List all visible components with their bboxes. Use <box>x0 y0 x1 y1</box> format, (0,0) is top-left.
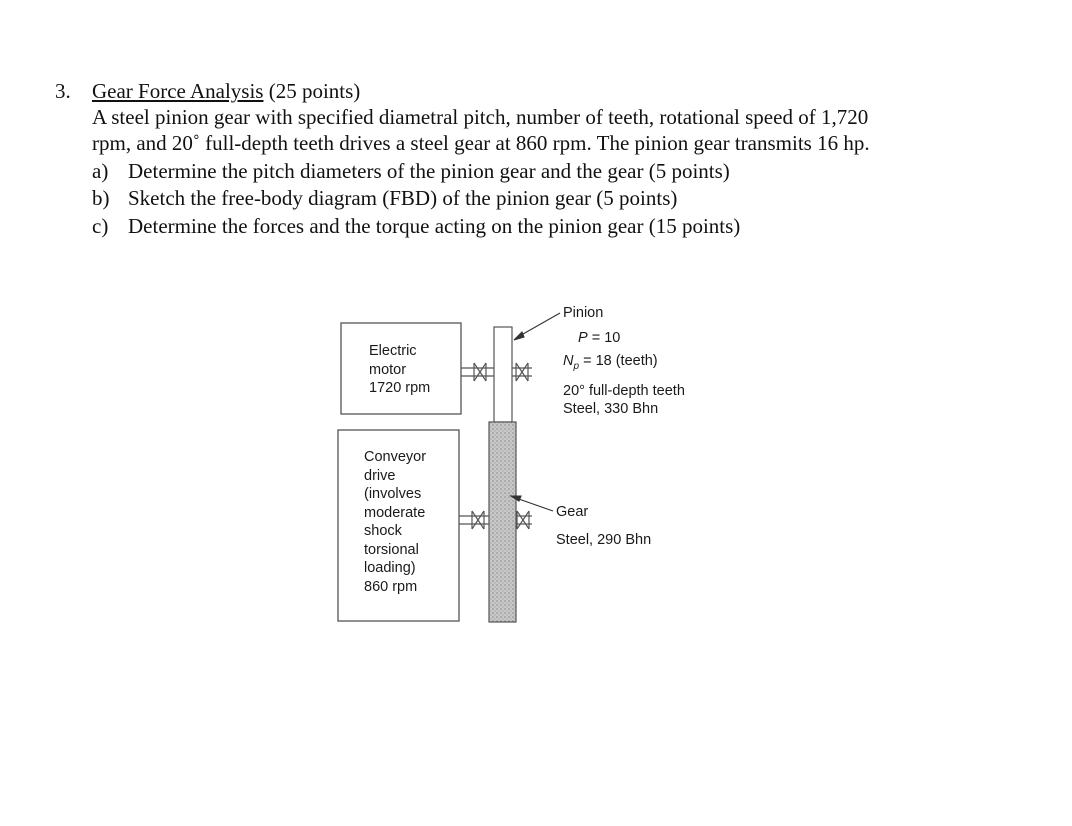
leader-lines <box>511 313 560 511</box>
gear-body <box>489 422 516 622</box>
gear-material: Steel, 290 Bhn <box>556 532 652 548</box>
statement-line-1: A steel pinion gear with specified diametral pitch, number of teeth, rotational speed of 1,720 <box>92 105 869 129</box>
pitch-symbol: P <box>578 330 588 346</box>
problem-points: (25 points) <box>268 79 361 103</box>
conveyor-line: moderate <box>364 504 426 521</box>
part-text: Determine the pitch diameters of the pinion gear and the gear (5 points) <box>128 159 730 183</box>
pinion-label: Pinion <box>563 305 604 321</box>
conveyor-label <box>364 448 426 596</box>
pitch-value: = 10 <box>591 330 621 346</box>
part-label: c) <box>92 214 109 238</box>
motor-speed: 1720 rpm <box>369 380 431 396</box>
problem-number: 3. <box>55 79 71 103</box>
conveyor-speed: 860 rpm <box>364 578 418 595</box>
part-label: a) <box>92 159 109 183</box>
pinion-material: Steel, 330 Bhn <box>563 401 659 417</box>
conveyor-line: shock <box>364 523 402 539</box>
part-text: Determine the forces and the torque acting on the pinion gear (15 points) <box>128 214 741 238</box>
conveyor-line: drive <box>364 467 396 484</box>
conveyor-line: Conveyor <box>364 449 427 465</box>
conveyor-line: loading) <box>364 560 416 576</box>
part-text: Sketch the free-body diagram (FBD) of the pinion gear (5 points) <box>128 186 678 210</box>
pinion-teeth <box>563 352 658 376</box>
motor-label <box>369 342 430 398</box>
teeth-value: = 18 (teeth) <box>583 353 658 369</box>
conveyor-line: (involves <box>364 486 422 502</box>
gear-label: Gear <box>556 504 589 520</box>
motor-line: motor <box>369 361 407 378</box>
pinion-pitch <box>578 329 620 347</box>
pinion-tooth-form: 20° full-depth teeth <box>563 383 685 399</box>
teeth-subscript: p <box>573 360 580 372</box>
statement-line-2: rpm, and 20˚ full-depth teeth drives a steel gear at 860 rpm. The pinion gear transmits 16 hp. <box>92 131 870 155</box>
pinion-gear <box>494 327 512 422</box>
conveyor-line: torsional <box>364 541 419 558</box>
motor-line: Electric <box>369 343 417 359</box>
problem-title: Gear Force Analysis <box>92 79 264 103</box>
teeth-symbol: N <box>563 353 574 369</box>
part-label: b) <box>92 186 110 210</box>
